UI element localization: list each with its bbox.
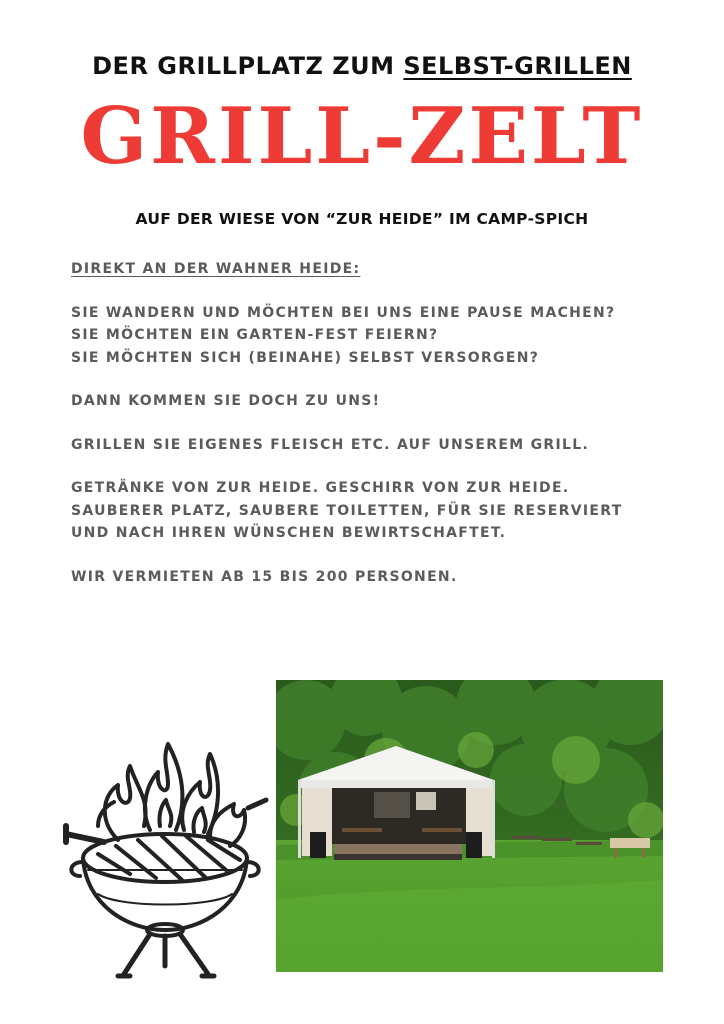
headline-part2-underlined: SELBST-GRILLEN (403, 52, 632, 80)
question-2: SIE MÖCHTEN EIN GARTEN-FEST FEIERN? (71, 327, 439, 343)
capacity-line: WIR VERMIETEN AB 15 BIS 200 PERSONEN. (71, 568, 458, 585)
intro-line: DIREKT AN DER WAHNER HEIDE: (71, 261, 361, 277)
body-text (71, 258, 691, 588)
grill-line: GRILLEN SIE EIGENES FLEISCH ETC. AUF UNSEREM GRILL. (71, 436, 590, 453)
question-3: SIE MÖCHTEN SICH (BEINAHE) SELBST VERSORGEN? (71, 349, 540, 366)
invite-line: DANN KOMMEN SIE DOCH ZU UNS! (71, 393, 381, 409)
page-title: GRILL-ZELT (80, 91, 644, 182)
drinks-line-2: SAUBERER PLATZ, SAUBERE TOILETTEN, FÜR SIE RESERVIERT (71, 502, 623, 519)
grill-with-flames-icon (58, 730, 272, 980)
tent-on-meadow-photo (276, 680, 663, 972)
headline (0, 52, 724, 80)
subtitle: AUF DER WIESE VON “ZUR HEIDE” IM CAMP-SPICH (135, 210, 589, 228)
drinks-line-3: UND NACH IHREN WÜNSCHEN BEWIRTSCHAFTET. (71, 525, 507, 541)
question-1: SIE WANDERN UND MÖCHTEN BEI UNS EINE PAUSE MACHEN? (71, 304, 616, 321)
headline-part1: DER GRILLPLATZ ZUM (92, 52, 404, 80)
drinks-line-1: GETRÄNKE VON ZUR HEIDE. GESCHIRR VON ZUR HEIDE. (71, 480, 570, 496)
